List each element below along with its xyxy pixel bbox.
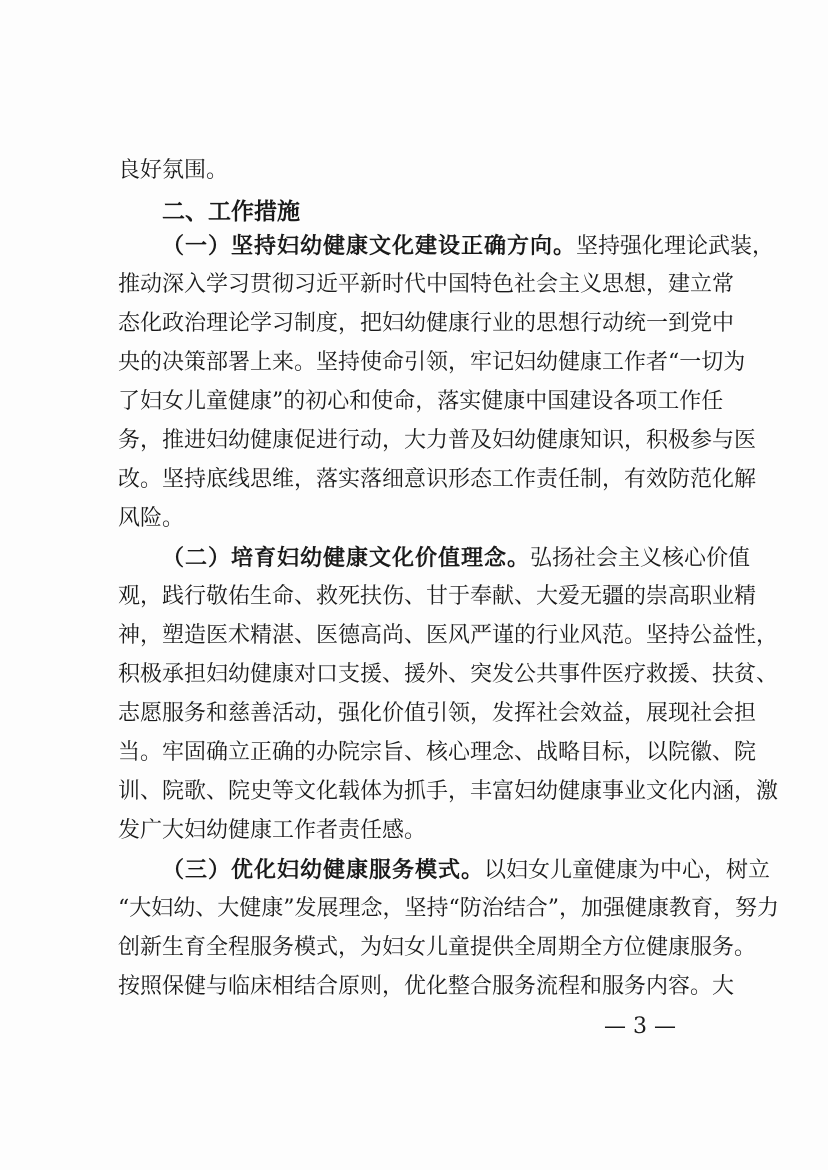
paragraph-1-line-1 bbox=[162, 231, 775, 261]
paragraph-3-line-4: 按照保健与临床相结合原则，优化整合服务流程和服务内容。大 bbox=[118, 974, 735, 999]
paragraph-2-line-5: 志愿服务和慈善活动，强化价值引领，发挥社会效益，展现社会担 bbox=[118, 701, 757, 726]
paragraph-2-line-7: 训、院歌、院史等文化载体为抓手，丰富妇幼健康事业文化内涵，激 bbox=[118, 779, 779, 804]
paragraph-continuation: 良好氛围。 bbox=[118, 158, 229, 183]
paragraph-2-lead: （二）培育妇幼健康文化价值理念。 bbox=[162, 545, 531, 571]
paragraph-2-line-6: 当。牢固确立正确的办院宗旨、核心理念、战略目标，以院徽、院 bbox=[118, 740, 757, 765]
paragraph-3-line-3: 创新生育全程服务模式，为妇女儿童提供全周期全方位健康服务。 bbox=[118, 935, 757, 960]
paragraph-2-line-4: 积极承担妇幼健康对口支援、援外、突发公共事件医疗救援、扶贫、 bbox=[118, 662, 779, 687]
paragraph-2-line-3: 神，塑造医术精湛、医德高尚、医风严谨的行业风范。坚持公益性， bbox=[118, 623, 779, 648]
paragraph-1-line-7: 改。坚持底线思维，落实落细意识形态工作责任制，有效防范化解 bbox=[118, 467, 757, 492]
paragraph-1-line-3: 态化政治理论学习制度，把妇幼健康行业的思想行动统一到党中 bbox=[118, 311, 735, 336]
paragraph-1-lead: （一）坚持妇幼健康文化建设正确方向。 bbox=[162, 233, 577, 259]
paragraph-3-line-2: “大妇幼、大健康”发展理念，坚持“防治结合”，加强健康教育，努力 bbox=[118, 896, 779, 921]
paragraph-1-line-2: 推动深入学习贯彻习近平新时代中国特色社会主义思想，建立常 bbox=[118, 272, 735, 297]
paragraph-3-text: 以妇女儿童健康为中心，树立 bbox=[484, 858, 771, 883]
paragraph-2-line-1 bbox=[162, 543, 751, 573]
paragraph-2-text: 弘扬社会主义核心价值 bbox=[530, 546, 751, 571]
paragraph-1-line-5: 了妇女儿童健康”的初心和使命，落实健康中国建设各项工作任 bbox=[118, 389, 724, 414]
paragraph-2-line-2: 观，践行敬佑生命、救死扶伤、甘于奉献、大爱无疆的崇高职业精 bbox=[118, 584, 757, 609]
paragraph-3-line-1 bbox=[162, 855, 771, 885]
paragraph-1-line-4: 央的决策部署上来。坚持使命引领，牢记妇幼健康工作者“一切为 bbox=[118, 350, 746, 375]
page-number: — 3 — bbox=[604, 1014, 676, 1039]
section-heading: 二、工作措施 bbox=[162, 199, 300, 225]
paragraph-2-line-8: 发广大妇幼健康工作者责任感。 bbox=[118, 818, 427, 843]
paragraph-1-line-6: 务，推进妇幼健康促进行动，大力普及妇幼健康知识，积极参与医 bbox=[118, 428, 757, 453]
paragraph-3-lead: （三）优化妇幼健康服务模式。 bbox=[162, 857, 485, 883]
paragraph-1-text: 坚持强化理论武装， bbox=[576, 234, 775, 259]
paragraph-1-line-8: 风险。 bbox=[118, 506, 185, 531]
